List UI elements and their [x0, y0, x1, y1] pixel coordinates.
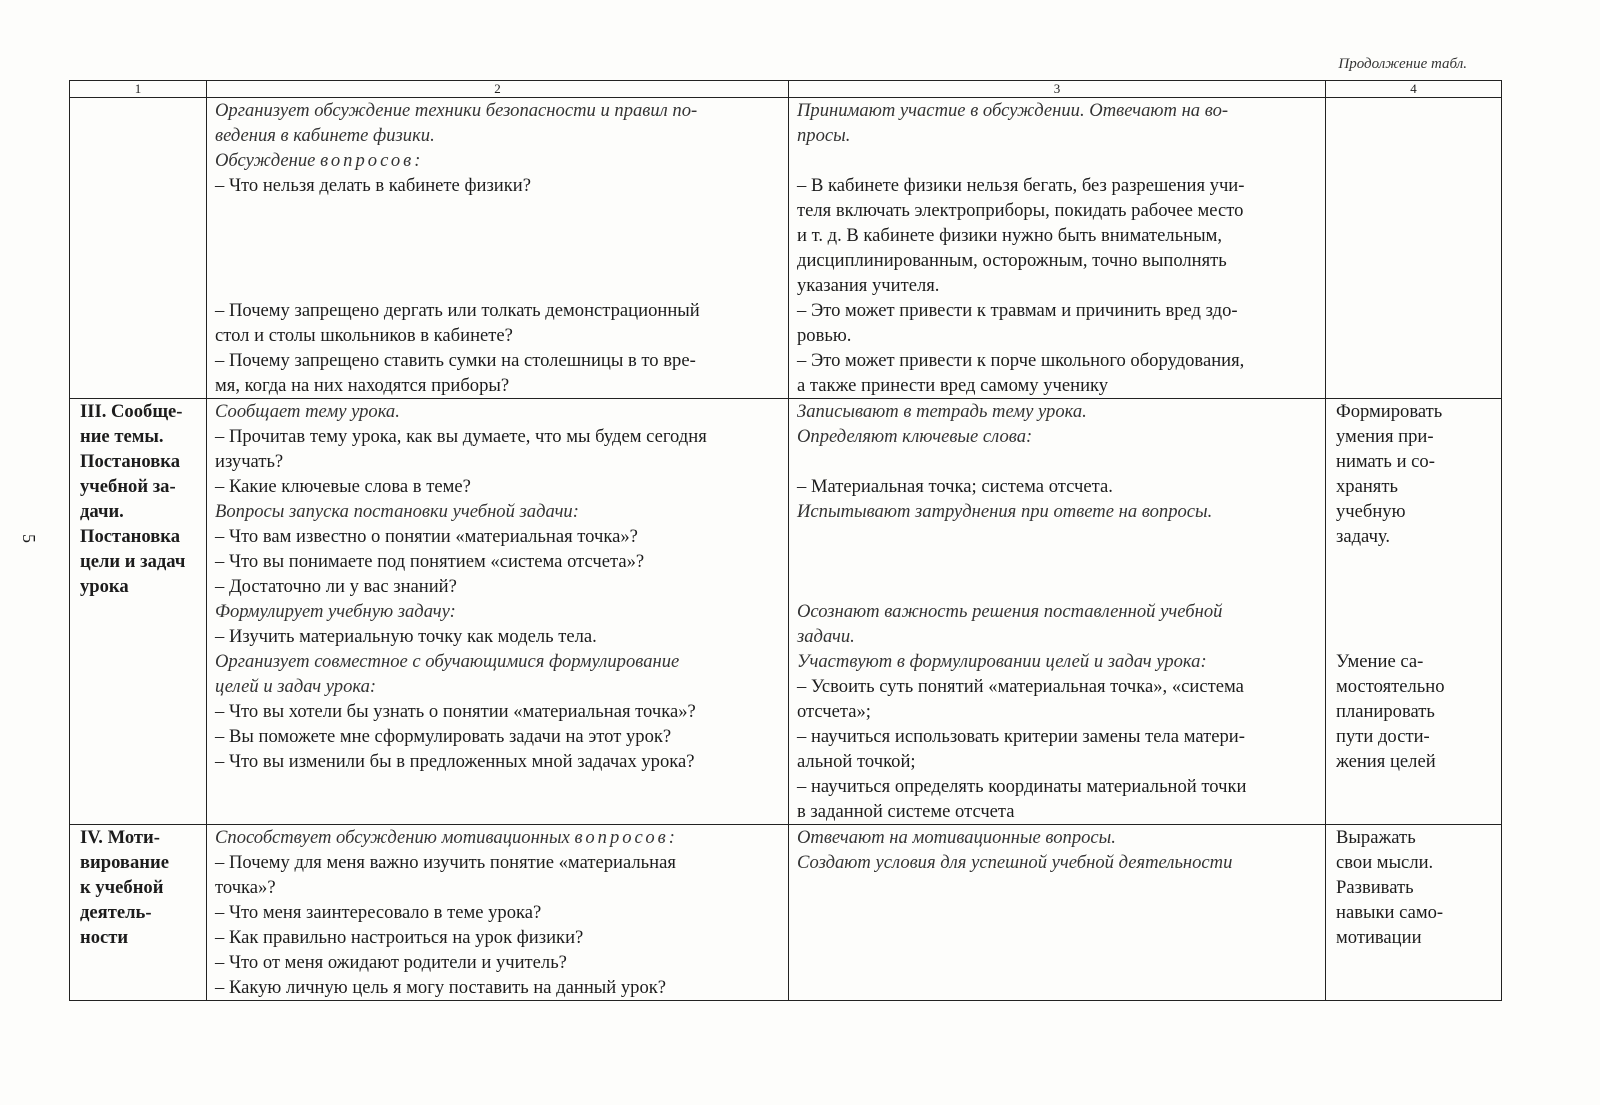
text-fragment: Обсуждение — [215, 150, 321, 171]
text-line: ровью. — [797, 325, 852, 346]
text-line: – Что вы изменили бы в предложенных мной задачах урока? — [215, 751, 695, 772]
text-line: задачу. — [1336, 526, 1391, 547]
blank-line — [215, 223, 780, 248]
skills-cell — [1326, 825, 1502, 1001]
text-line: в заданной системе отсчета — [797, 801, 1015, 822]
text-line: Создают условия для успешной учебной деятельности — [797, 852, 1233, 873]
blank-line — [797, 549, 1317, 574]
text-line: IV. Моти- — [80, 827, 160, 848]
text-line: отсчета»; — [797, 701, 871, 722]
text-line: и т. д. В кабинете физики нужно быть внимательным, — [797, 225, 1223, 246]
text-line: Участвуют в формулировании целей и задач урока: — [797, 651, 1207, 672]
text-line — [215, 148, 780, 173]
text-line: – Достаточно ли у вас знаний? — [215, 576, 457, 597]
student-activity-cell — [789, 98, 1326, 399]
text-line: – Изучить материальную точку как модель тела. — [215, 626, 597, 647]
text-line: – Что меня заинтересовало в теме урока? — [215, 902, 542, 923]
text-line: – Что вам известно о понятии «материальная точка»? — [215, 526, 638, 547]
text-line: Сообщает тему урока. — [215, 401, 400, 422]
text-line: свои мысли. — [1336, 852, 1434, 873]
column-number-row — [70, 81, 1502, 98]
stage-cell — [70, 825, 207, 1001]
text-line: Постановка — [80, 526, 180, 547]
text-line: дисциплинированным, осторожным, точно выполнять — [797, 250, 1227, 271]
text-line: – Что нельзя делать в кабинете физики? — [215, 175, 531, 196]
text-line — [215, 825, 780, 850]
text-line: точка»? — [215, 877, 276, 898]
text-line: Определяют ключевые слова: — [797, 426, 1033, 447]
text-line: ние темы. — [80, 426, 164, 447]
text-line: учебную — [1336, 501, 1406, 522]
text-line: – Почему для меня важно изучить понятие «материальная — [215, 852, 676, 873]
text-line: умения при- — [1336, 426, 1434, 447]
text-line: – Материальная точка; система отсчета. — [797, 476, 1113, 497]
text-line: Испытывают затруднения при ответе на вопросы. — [797, 501, 1213, 522]
text-line: мостоятельно — [1336, 676, 1445, 697]
text-fragment: вопросов: — [320, 150, 424, 171]
text-line: нимать и со- — [1336, 451, 1435, 472]
lesson-plan-table — [69, 80, 1502, 1001]
text-line: дачи. — [80, 501, 124, 522]
text-line: задачи. — [797, 626, 855, 647]
text-line: целей и задач урока: — [215, 676, 377, 697]
page-number: 5 — [19, 534, 39, 543]
column-number: 3 — [789, 81, 1326, 98]
blank-line — [797, 574, 1317, 599]
text-line: учебной за- — [80, 476, 176, 497]
text-line: Умение са- — [1336, 651, 1424, 672]
text-line: Организует совместное с обучающимися формулирование — [215, 651, 680, 672]
text-line: указания учителя. — [797, 275, 940, 296]
text-line: – Это может привести к порче школьного оборудования, — [797, 350, 1245, 371]
text-line: мотивации — [1336, 927, 1422, 948]
teacher-activity-cell — [207, 825, 789, 1001]
stage-cell — [70, 98, 207, 399]
text-line: – Прочитав тему урока, как вы думаете, что мы будем сегодня — [215, 426, 707, 447]
blank-line — [797, 449, 1317, 474]
text-line: – Какие ключевые слова в теме? — [215, 476, 471, 497]
text-fragment: вопросов: — [574, 827, 678, 848]
table-row — [70, 399, 1502, 825]
text-line: – Вы поможете мне сформулировать задачи на этот урок? — [215, 726, 672, 747]
text-line: мя, когда на них находятся приборы? — [215, 375, 510, 396]
table-row — [70, 98, 1502, 399]
text-line: хранять — [1336, 476, 1398, 497]
text-line: просы. — [797, 125, 851, 146]
text-line: планировать — [1336, 701, 1435, 722]
text-line: – Что вы понимаете под понятием «система отсчета»? — [215, 551, 645, 572]
text-line: вирование — [80, 852, 169, 873]
text-line: III. Сообще- — [80, 401, 183, 422]
blank-line — [1336, 549, 1493, 574]
text-line: – Почему запрещено ставить сумки на столешницы в то вре- — [215, 350, 696, 371]
table-row — [70, 825, 1502, 1001]
text-line: Развивать — [1336, 877, 1414, 898]
column-number: 4 — [1326, 81, 1502, 98]
skills-cell — [1326, 98, 1502, 399]
text-line: Осознают важность решения поставленной учебной — [797, 601, 1223, 622]
text-fragment: Способствует обсуждению мотивационных — [215, 827, 575, 848]
text-line: изучать? — [215, 451, 284, 472]
column-number: 2 — [207, 81, 789, 98]
stage-cell — [70, 399, 207, 825]
text-line: навыки само- — [1336, 902, 1444, 923]
text-line: Формулирует учебную задачу: — [215, 601, 456, 622]
text-line: теля включать электроприборы, покидать рабочее место — [797, 200, 1244, 221]
text-line: – Это может привести к травмам и причинить вред здо- — [797, 300, 1238, 321]
blank-line — [215, 198, 780, 223]
text-line: – научиться определять координаты материальной точки — [797, 776, 1247, 797]
text-line: – научиться использовать критерии замены тела матери- — [797, 726, 1245, 747]
blank-line — [215, 248, 780, 273]
text-line: – Какую личную цель я могу поставить на данный урок? — [215, 977, 667, 998]
text-line: стол и столы школьников в кабинете? — [215, 325, 513, 346]
blank-line — [215, 273, 780, 298]
column-number: 1 — [70, 81, 207, 98]
text-line: Принимают участие в обсуждении. Отвечают на во- — [797, 100, 1229, 121]
text-line: – Как правильно настроиться на урок физики? — [215, 927, 584, 948]
text-line: – Что от меня ожидают родители и учитель? — [215, 952, 567, 973]
text-line: Постановка — [80, 451, 180, 472]
text-line: – В кабинете физики нельзя бегать, без разрешения учи- — [797, 175, 1245, 196]
blank-line — [1336, 574, 1493, 599]
student-activity-cell — [789, 399, 1326, 825]
teacher-activity-cell — [207, 399, 789, 825]
student-activity-cell — [789, 825, 1326, 1001]
skills-cell — [1326, 399, 1502, 825]
text-line: ведения в кабинете физики. — [215, 125, 435, 146]
teacher-activity-cell — [207, 98, 789, 399]
text-line: жения целей — [1336, 751, 1436, 772]
text-line: урока — [80, 576, 129, 597]
table-continuation-note: Продолжение табл. — [1338, 56, 1467, 72]
text-line: Отвечают на мотивационные вопросы. — [797, 827, 1116, 848]
text-line: деятель- — [80, 902, 152, 923]
text-line: – Усвоить суть понятий «материальная точка», «система — [797, 676, 1244, 697]
text-line: ности — [80, 927, 129, 948]
text-line: Вопросы запуска постановки учебной задачи: — [215, 501, 579, 522]
text-line: Выражать — [1336, 827, 1416, 848]
blank-line — [1336, 599, 1493, 624]
text-line: Организует обсуждение техники безопасности и правил по- — [215, 100, 698, 121]
text-line: к учебной — [80, 877, 164, 898]
text-line: Формировать — [1336, 401, 1443, 422]
text-line: пути дости- — [1336, 726, 1430, 747]
blank-line — [797, 148, 1317, 173]
text-line: – Почему запрещено дергать или толкать демонстрационный — [215, 300, 700, 321]
text-line: альной точкой; — [797, 751, 916, 772]
text-line: цели и задач — [80, 551, 186, 572]
blank-line — [1336, 624, 1493, 649]
blank-line — [797, 524, 1317, 549]
text-line: – Что вы хотели бы узнать о понятии «материальная точка»? — [215, 701, 696, 722]
text-line: а также принести вред самому ученику — [797, 375, 1109, 396]
text-line: Записывают в тетрадь тему урока. — [797, 401, 1087, 422]
